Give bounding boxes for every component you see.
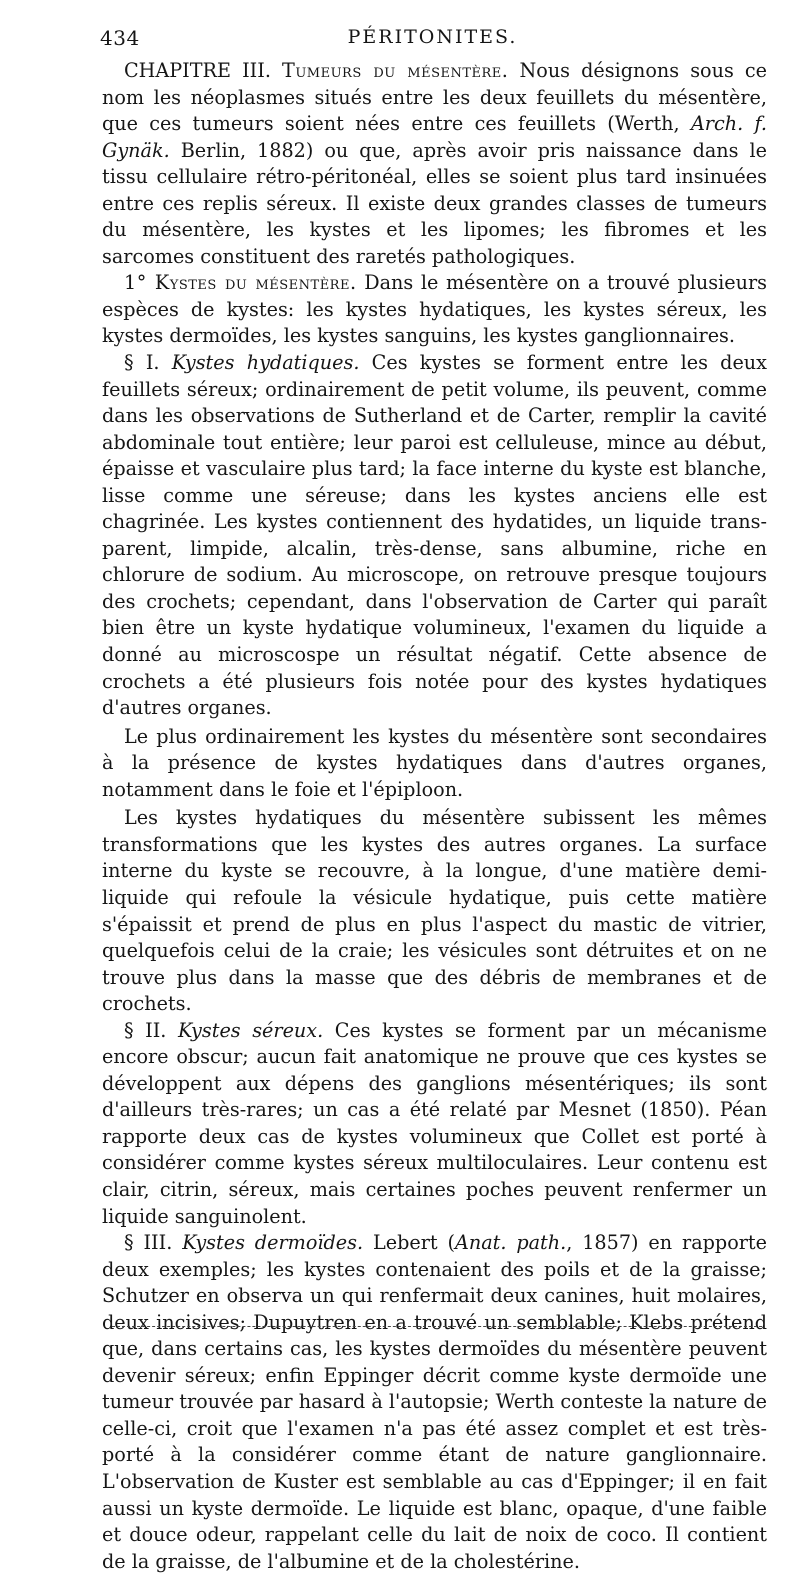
chapter-text-part2: Berlin, 1882) ou que, après avoir pris naissance dans le tissu cellulaire rétro-péritonéal, elles se soient plus tard insinuées entre ces replis séreux. Il existe deux grandes classes de tumeurs du mésentère, les kystes et les lipomes; les fibromes et les sarcomes constituent des raretés pathologiques. <box>102 138 767 268</box>
hydatiques-paragraph-2: Le plus ordinairement les kystes du mésentère sont secondaires à la présence de kystes hydatiques dans d'autres organes, notamment dans le foie et l'épiploon. <box>102 724 767 801</box>
anatomy-reference: Anat. path. <box>454 1231 567 1255</box>
dermoides-heading: Kystes dermoïdes. <box>182 1231 364 1255</box>
footer-dashed-rule <box>112 1326 762 1329</box>
dermoides-text-part2: , 1857) en rapporte deux exemples; les kystes contenaient des poils et de la graisse; Schutzer en observa un qui renfermait deux canines, huit molaires, deux incisives; Dupuytren en a trouvé un semblable; Klebs prétend que, dans certains cas, les kystes dermoïdes du mésentère peuvent devenir séreux; enfin Eppinger décrit comme kyste dermoïde une tumeur trouvée par hasard à l'autopsie; Werth conteste la nature de celle-ci, croit que l'examen n'a pas été assez complet et est trèsporté à la considérer comme étant de nature ganglionnaire. L'observation de Kuster est semblable au cas d'Eppinger; il en fait aussi un kyste dermoïde. Le liquide est blanc, opaque, d'une faible et douce odeur, rappelant celle du lait de noix de coco. Il contient de la graisse, de l'albumine et de la cholestérine. <box>102 1231 767 1573</box>
running-title: PÉRITONITES. <box>347 26 518 48</box>
sereux-text: Ces kystes se forment par un mécanisme encore obscur; aucun fait anatomique ne prouve que ces kystes se développent aux dépens des ganglions mésentériques; ils sont d'ailleurs très-rares; un cas a été relaté par Mesnet (1850). Péan rapporte deux cas de kystes volumineux que Collet est porté à considérer comme kystes séreux multiloculaires. Leur contenu est clair, citrin, séreux, mais certaines poches peuvent renfermer un liquide sanguinolent. <box>102 1018 768 1228</box>
kystes-paragraph <box>102 270 767 350</box>
hydatiques-paragraph-3: Les kystes hydatiques du mésentère subissent les mêmes transformations que les kystes des autres organes. La surface interne du kyste se recouvre, à la longue, d'une matière demi-liquide qui refoule la vésicule hydatique, puis cette matière s'épaissit et prend de plus en plus l'aspect du mastic de vitrier, quelquefois celui de la craie; les vésicules sont détruites et on ne trouve plus dans la masse que des débris de membranes et de crochets. <box>102 806 767 1016</box>
journal-reference: Arch. f. Gynäk. <box>102 112 767 162</box>
chapter-intro-paragraph <box>102 58 767 270</box>
sereux-heading: Kystes séreux. <box>177 1018 324 1042</box>
section-marker-3: § III. <box>124 1231 173 1255</box>
sereux-paragraph <box>102 1018 767 1230</box>
chapter-label: CHAPITRE III. <box>124 59 271 82</box>
chapter-title: Tumeurs du mésentère. <box>282 59 509 82</box>
kystes-text: Dans le mésentère on a trouvé plusieurs espèces de kystes: les kystes hydatiques, les kystes séreux, les kystes dermoïdes, les kystes sanguins, les kystes ganglionnaires. <box>102 271 767 348</box>
dermoides-paragraph <box>102 1230 767 1575</box>
page-number: 434 <box>100 26 140 50</box>
dermoides-text-part1: Lebert ( <box>363 1231 455 1255</box>
page-body <box>102 58 767 1575</box>
page-header <box>100 26 765 56</box>
hydatiques-text: Ces kystes se forment entre les deux feuillets séreux; ordinairement de petit volume, ils peuvent, comme dans les observations de Sutherland et de Carter, remplir la cavité abdominale tout entière; leur paroi est celluleuse, mince au début, épaisse et vasculaire plus tard; la face interne du kyste est blanche, lisse comme une séreuse; dans les kystes anciens elle est chagrinée. Les kystes contiennent des hydatides, un liquide transparent, limpide, alcalin, très-dense, sans albumine, riche en chlorure de sodium. Au microscope, on retrouve presque toujours des crochets; cependant, dans l'observation de Carter qui paraît bien être un kyste hydatique volumineux, l'examen du liquide a donné au microscospe un résultat négatif. Cette absence de crochets a été plusieurs fois notée pour des kystes hydatiques d'autres organes. <box>102 351 767 720</box>
section-marker-1: § I. <box>124 351 160 375</box>
kystes-section-heading: 1° Kystes du mésentère. <box>124 271 357 295</box>
chapter-text-part1: Nous désignons sous ce nom les néoplasmes situés entre les deux feuillets du mésentère, que ces tumeurs soient nées entre ces feuillets (Werth, <box>102 59 767 136</box>
hydatiques-heading: Kystes hydatiques. <box>171 351 360 375</box>
hydatiques-paragraph <box>102 350 767 722</box>
section-marker-2: § II. <box>124 1018 167 1042</box>
